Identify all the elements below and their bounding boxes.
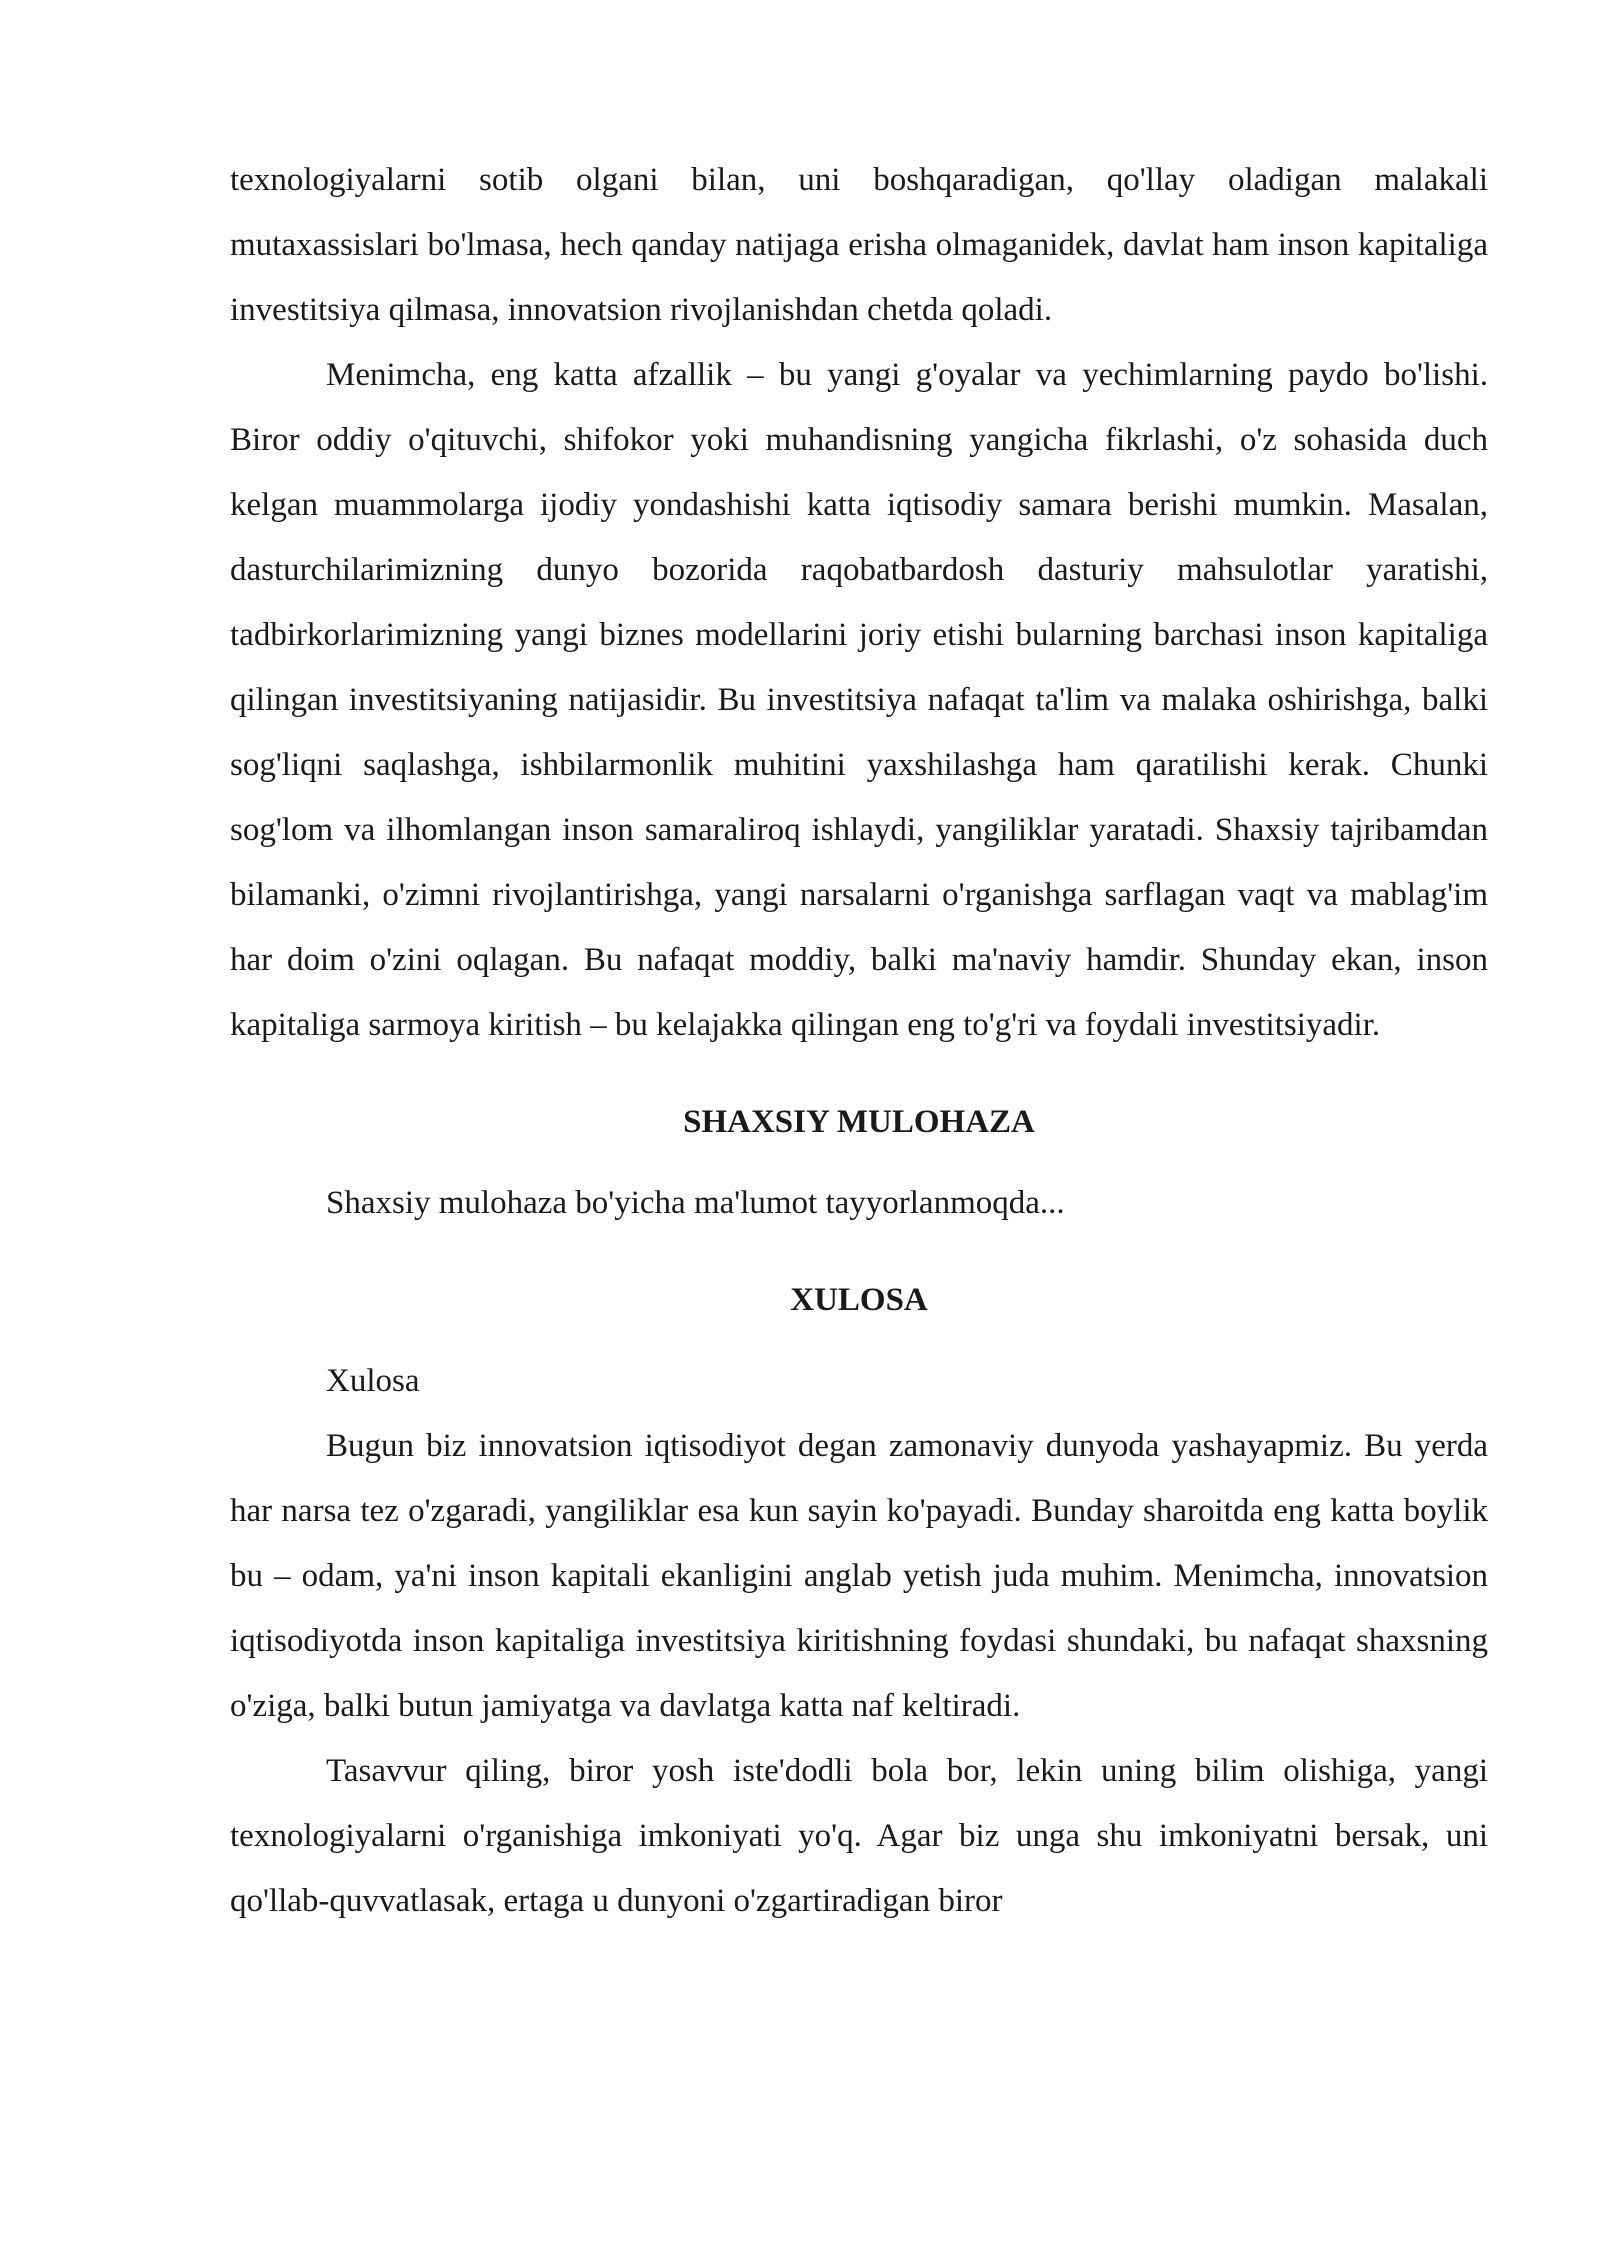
paragraph-continued: texnologiyalarni sotib olgani bilan, uni boshqaradigan, qo'llay oladigan malakali mutaxassislari bo'lmasa, hech qanday natijaga erisha olmaganidek, davlat ham inson kapitaliga investitsiya qilmasa, innovatsion rivojlanishdan chetda qoladi. [230,162,1488,328]
paragraph-xulosa-label: Xulosa [326,1363,420,1399]
document-page [230,148,1488,1934]
paragraph-shaxsiy-mulohaza: Shaxsiy mulohaza bo'yicha ma'lumot tayyorlanmoqda... [326,1185,1065,1221]
heading-shaxsiy-mulohaza: SHAXSIY MULOHAZA [683,1104,1035,1140]
paragraph-xulosa-2: Tasavvur qiling, biror yosh iste'dodli bola bor, lekin uning bilim olishiga, yangi texnologiyalarni o'rganishiga imkoniyati yo'q. Agar biz unga shu imkoniyatni bersak, uni qo'llab-quvvatlasak, ertaga u dunyoni o'zgartiradigan biror [230,1753,1488,1919]
heading-xulosa: XULOSA [790,1282,928,1318]
paragraph-xulosa-1: Bugun biz innovatsion iqtisodiyot degan zamonaviy dunyoda yashayapmiz. Bu yerda har narsa tez o'zgaradi, yangiliklar esa kun sayin ko'payadi. Bunday sharoitda eng katta boylik bu – odam, ya'ni inson kapitali ekanligini anglab yetish juda muhim. Menimcha, innovatsion iqtisodiyotda inson kapitaliga investitsiya kiritishning foydasi shundaki, bu nafaqat shaxsning o'ziga, balki butun jamiyatga va davlatga katta naf keltiradi. [230,1428,1488,1724]
paragraph-afzallik: Menimcha, eng katta afzallik – bu yangi g'oyalar va yechimlarning paydo bo'lishi. Biror oddiy o'qituvchi, shifokor yoki muhandisning yangicha fikrlashi, o'z sohasida duch kelgan muammolarga ijodiy yondashishi katta iqtisodiy samara berishi mumkin. Masalan, dasturchilarimizning dunyo bozorida raqobatbardosh dasturiy mahsulotlar yaratishi, tadbirkorlarimizning yangi biznes modellarini joriy etishi bularning barchasi inson kapitaliga qilingan investitsiyaning natijasidir. Bu investitsiya nafaqat ta'lim va malaka oshirishga, balki sog'liqni saqlashga, ishbilarmonlik muhitini yaxshilashga ham qaratilishi kerak. Chunki sog'lom va ilhomlangan inson samaraliroq ishlaydi, yangiliklar yaratadi. Shaxsiy tajribamdan bilamanki, o'zimni rivojlantirishga, yangi narsalarni o'rganishga sarflagan vaqt va mablag'im har doim o'zini oqlagan. Bu nafaqat moddiy, balki ma'naviy hamdir. Shunday ekan, inson kapitaliga sarmoya kiritish – bu kelajakka qilingan eng to'g'ri va foydali investitsiyadir. [230,357,1488,1043]
